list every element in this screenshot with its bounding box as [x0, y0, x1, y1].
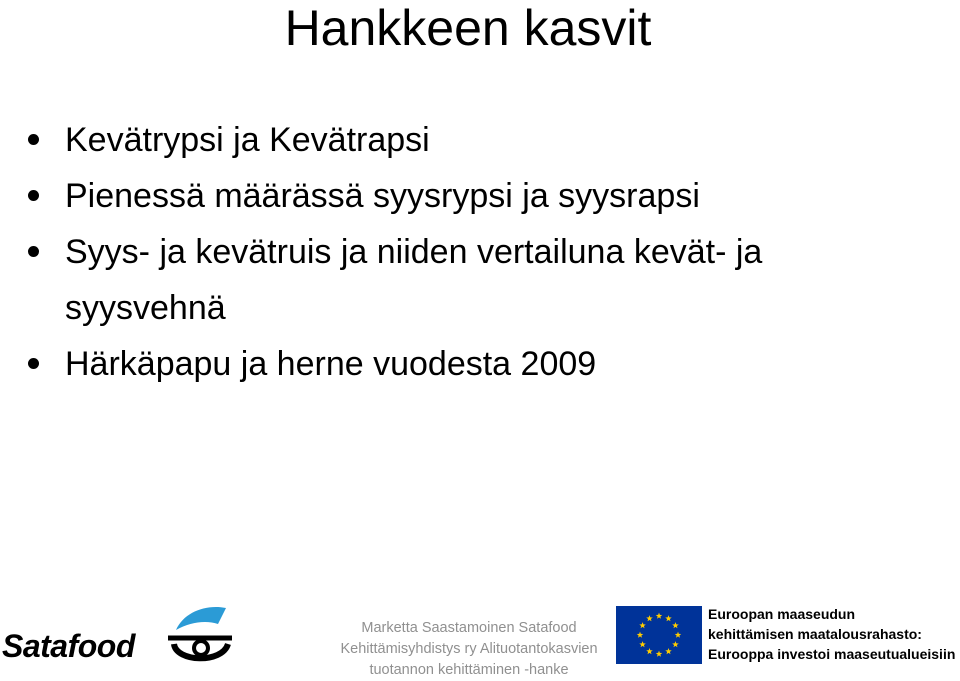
bullet-icon — [28, 190, 39, 201]
satafood-logo — [0, 604, 240, 670]
bullet-item — [28, 168, 928, 224]
bullet-icon — [28, 358, 39, 369]
logo-wordmark: Satafood — [2, 628, 135, 664]
satafood-bowl-icon — [166, 604, 236, 670]
eu-text-line: Eurooppa investoi maaseutualueisiin — [708, 646, 956, 662]
bullet-item — [28, 112, 928, 168]
bullet-icon — [28, 134, 39, 145]
eu-funding-text — [708, 604, 960, 664]
bullet-text: Härkäpapu ja herne vuodesta 2009 — [65, 345, 597, 383]
footer-credit — [326, 618, 612, 681]
bullet-icon — [28, 246, 39, 257]
bullet-item — [28, 224, 928, 336]
footer-credit-line: Kehittämisyhdistys ry Alituotantokasvien — [340, 641, 598, 657]
bullet-text: Pienessä määrässä syysrypsi ja syysrapsi — [65, 177, 700, 215]
footer-credit-line: Marketta Saastamoinen Satafood — [361, 620, 577, 636]
slide-title: Hankkeen kasvit — [284, 0, 652, 56]
bullet-list — [28, 112, 928, 392]
eu-text-line: kehittämisen maatalousrahasto: — [708, 626, 922, 642]
eu-flag-icon — [616, 606, 702, 664]
bullet-text: Syys- ja kevätruis ja niiden vertailuna kevät- ja syysvehnä — [65, 233, 763, 327]
eu-text-line: Euroopan maaseudun — [708, 606, 856, 622]
footer-credit-line: tuotannon kehittäminen -hanke — [369, 662, 569, 678]
bullet-text: Kevätrypsi ja Kevätrapsi — [65, 121, 430, 159]
bullet-item — [28, 336, 928, 392]
